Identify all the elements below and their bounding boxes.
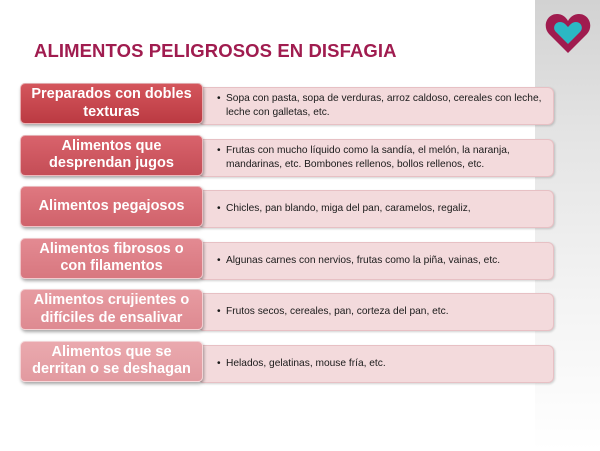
category-label: Alimentos que desprendan jugos — [49, 137, 174, 171]
table-row — [20, 83, 540, 124]
bullet: • — [217, 306, 221, 317]
bullet: • — [217, 254, 221, 266]
category-box — [20, 135, 203, 176]
examples-text: Algunas carnes con nervios, frutas como la piña, vainas, etc. — [226, 254, 501, 266]
bullet: • — [217, 357, 221, 369]
examples-text: Frutos secos, cereales, pan, corteza del pan, etc. — [226, 306, 449, 317]
heart-logo-icon — [545, 10, 591, 56]
examples-box — [198, 345, 554, 383]
table-row — [20, 238, 540, 279]
category-box — [20, 83, 203, 124]
bullet: • — [217, 203, 221, 214]
category-box — [20, 186, 203, 227]
food-table — [20, 83, 540, 392]
category-box — [20, 289, 203, 330]
examples-text: Frutas con mucho líquido como la sandía, el melón, la naranja, mandarinas, etc. Bombones rellenos, bollos rellenos, etc. — [226, 144, 510, 170]
table-row — [20, 341, 540, 382]
examples-box — [198, 242, 554, 280]
category-label: Alimentos crujientes o difíciles de ensalivar — [33, 292, 190, 326]
examples-box — [198, 293, 554, 331]
category-label: Alimentos fibrosos o con filamentos — [39, 240, 184, 274]
examples-box — [198, 190, 554, 228]
examples-text: Helados, gelatinas, mouse fría, etc. — [226, 357, 386, 369]
examples-text: Sopa con pasta, sopa de verduras, arroz caldoso, cereales con leche, leche con galletas, etc. — [226, 93, 542, 118]
table-row — [20, 135, 540, 176]
bullet: • — [217, 93, 221, 104]
examples-text: Chicles, pan blando, miga del pan, caramelos, regaliz, — [226, 203, 471, 214]
category-label: Alimentos pegajosos — [38, 197, 185, 214]
table-row — [20, 186, 540, 227]
bullet: • — [217, 144, 221, 156]
category-label: Preparados con dobles texturas — [31, 86, 192, 120]
slide-title: ALIMENTOS PELIGROSOS EN DISFAGIA — [34, 40, 397, 61]
table-row — [20, 289, 540, 330]
examples-box — [198, 87, 554, 125]
category-label: Alimentos que se derritan o se deshagan — [32, 343, 191, 377]
examples-box — [198, 139, 554, 177]
category-box — [20, 341, 203, 382]
category-box — [20, 238, 203, 279]
